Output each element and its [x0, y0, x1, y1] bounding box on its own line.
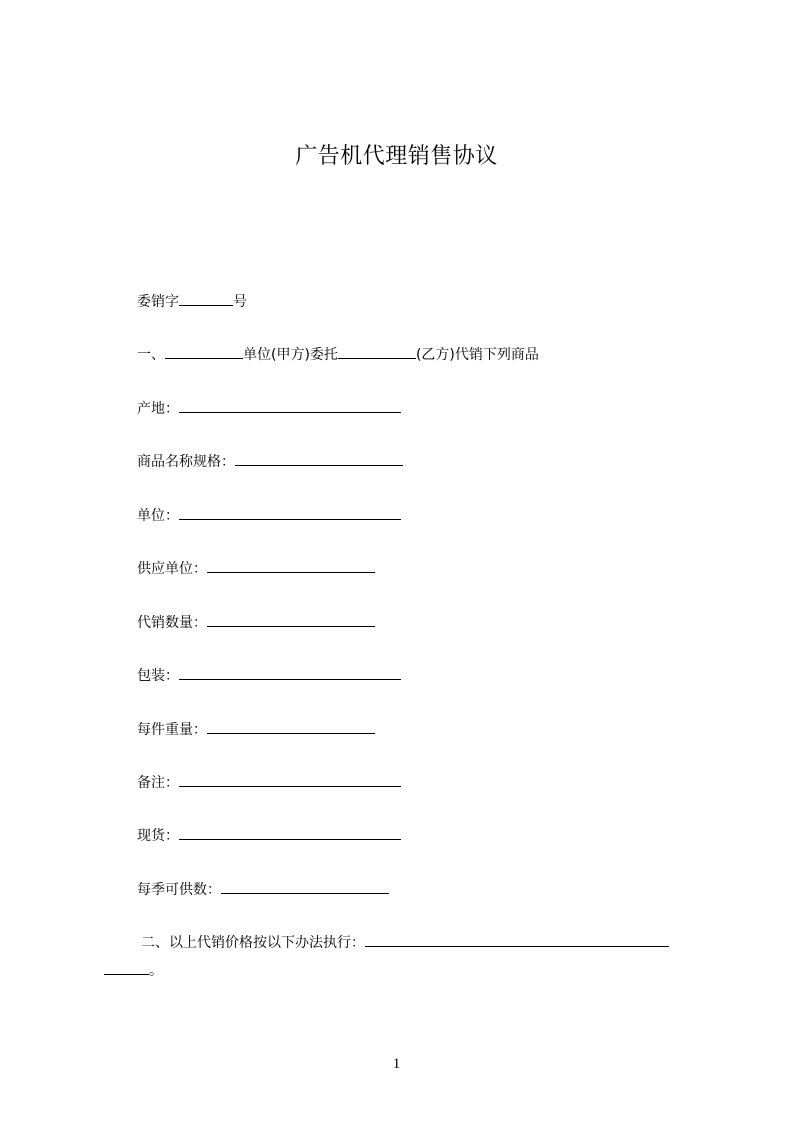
- serial-line: [137, 291, 247, 312]
- clause-1: [137, 344, 539, 365]
- field-packaging: [137, 665, 401, 686]
- field-blank: [179, 825, 401, 840]
- field-blank: [179, 398, 401, 413]
- field-blank: [235, 451, 403, 466]
- field-blank: [207, 558, 375, 573]
- party-b-blank: [338, 344, 416, 359]
- field-quantity: [137, 612, 375, 633]
- field-supplier: [137, 558, 375, 579]
- field-product-spec: [137, 451, 403, 472]
- field-blank: [179, 505, 401, 520]
- field-quarterly-supply: [137, 879, 389, 900]
- document-title: 广告机代理销售协议: [295, 144, 498, 169]
- field-label: 代销数量：: [137, 615, 207, 631]
- field-label: 每季可供数：: [137, 882, 221, 898]
- field-label: 每件重量：: [137, 722, 207, 738]
- field-blank: [221, 879, 389, 894]
- page-number: 1: [392, 1056, 401, 1072]
- field-weight: [137, 719, 375, 740]
- field-blank: [179, 772, 401, 787]
- field-blank: [207, 719, 375, 734]
- field-origin: [137, 398, 401, 419]
- field-label: 供应单位：: [137, 561, 207, 577]
- clause-2-end: 。: [149, 963, 163, 979]
- clause-2: [141, 932, 669, 953]
- field-label: 包装：: [137, 668, 179, 684]
- field-label: 备注：: [137, 775, 179, 791]
- field-label: 现货：: [137, 828, 179, 844]
- clause-2-continuation: [104, 960, 163, 981]
- clause-1-suffix: (乙方)代销下列商品: [415, 347, 539, 363]
- clause-2-blank-continued: [104, 960, 149, 975]
- clause-2-text: 二、以上代销价格按以下办法执行：: [141, 935, 365, 951]
- field-label: 单位：: [137, 508, 179, 524]
- field-blank: [179, 665, 401, 680]
- field-stock: [137, 825, 401, 846]
- serial-blank: [179, 291, 233, 306]
- field-label: 产地：: [137, 401, 179, 417]
- serial-label: 委销字: [137, 294, 179, 310]
- party-a-blank: [165, 344, 243, 359]
- field-remarks: [137, 772, 401, 793]
- field-blank: [207, 612, 375, 627]
- serial-suffix: 号: [233, 294, 247, 310]
- clause-2-blank: [365, 932, 669, 947]
- clause-1-mid: 单位(甲方)委托: [243, 347, 338, 363]
- field-unit: [137, 505, 401, 526]
- field-label: 商品名称规格：: [137, 454, 235, 470]
- clause-1-prefix: 一、: [137, 347, 165, 363]
